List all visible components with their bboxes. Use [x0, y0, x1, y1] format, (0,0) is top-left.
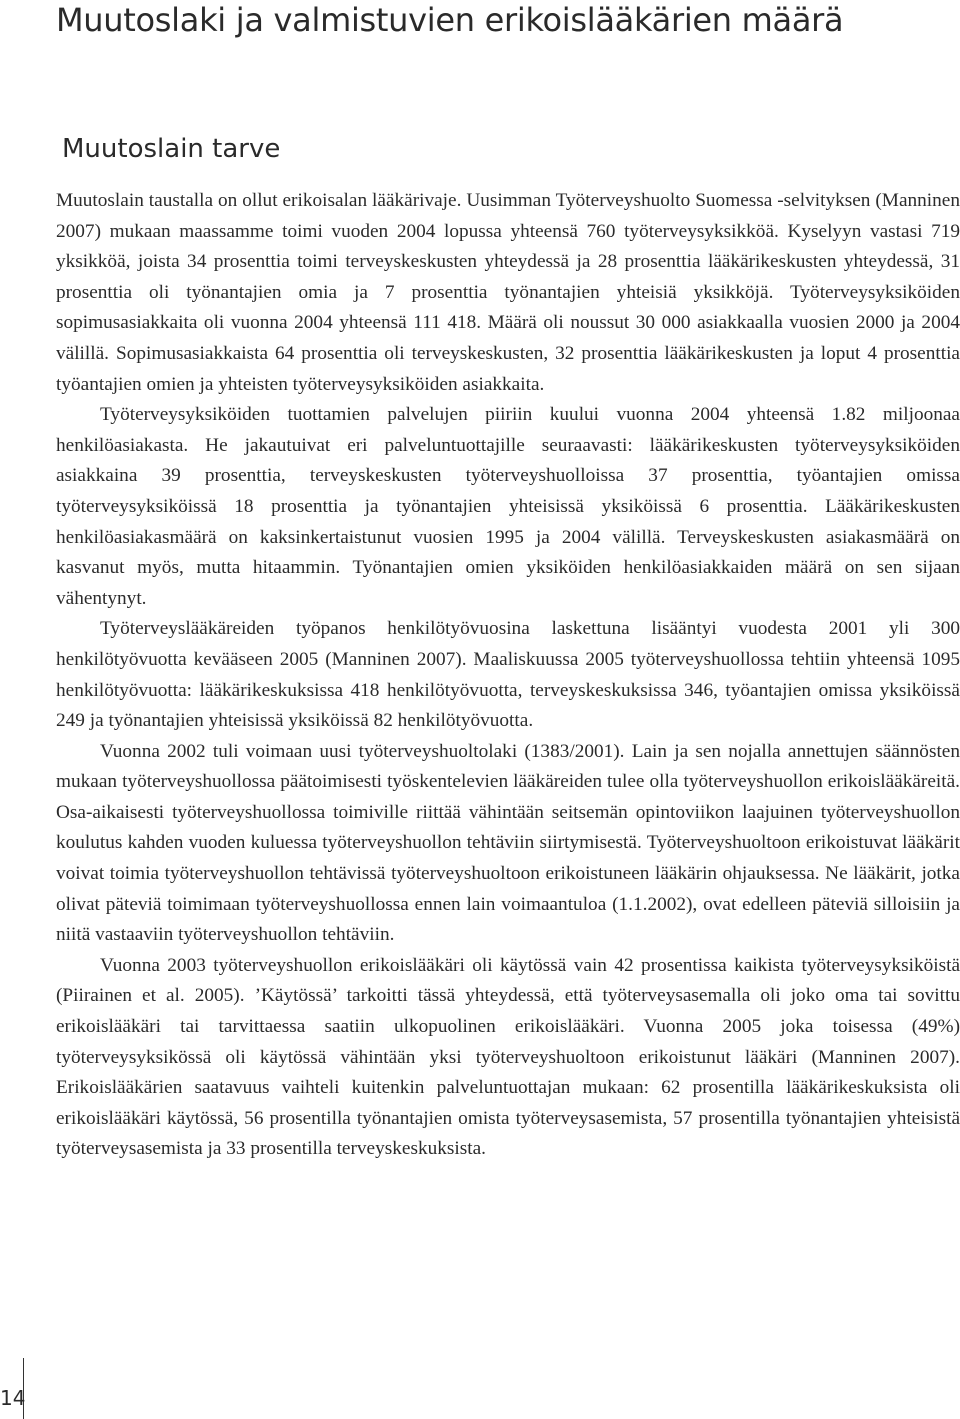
body-text [56, 186, 960, 1165]
paragraph: Vuonna 2003 työterveyshuollon erikoislääkäri oli käytössä vain 42 prosentissa kaikista työterveysyksiköistä (Piirainen et al. 2005). ’Käytössä’ tarkoitti tässä yhteydessä, että työterveysasemalla oli joko oma tai sovittu erikoislääkäri tai tarvittaessa saatiin ulkopuolinen erikoislääkäri. Vuonna 2005 joka toisessa (49%) työterveysyksikössä oli käytössä vähintään yksi työterveyshuoltoon erikoistunut lääkäri (Manninen 2007). Erikoislääkärien saatavuus vaihteli kuitenkin palveluntuottajan mukaan: 62 prosentilla lääkärikeskuksista oli erikoislääkäri käytössä, 56 prosentilla työnantajien omista työterveysasemista, 57 prosentilla työnantajien yhteisistä työterveysasemista ja 33 prosentilla terveyskeskuksista. [56, 954, 960, 1160]
paragraph: Vuonna 2002 tuli voimaan uusi työterveyshuoltolaki (1383/2001). Lain ja sen nojalla annettujen säännösten mukaan työterveyshuollossa päätoimisesti työskentelevien lääkäreiden tulee olla työterveyshuollon erikoislääkäreitä. Osa-aikaisesti työterveyshuollossa toimiville riittää vähintään seitsemän opintoviikon laajuinen työterveyshuollon koulutus kahden vuoden kuluessa työterveyshuollon tehtäviin siirtymisestä. Työterveyshuoltoon erikoistuvat lääkärit voivat toimia työterveyshuollon tehtävissä työterveyshuoltoon erikoistuneen lääkärin ohjauksessa. Ne lääkärit, jotka olivat päteviä toimimaan työterveyshuollossa ennen lain voimaantuloa (1.1.2002), ovat edelleen päteviä silloisiin ja niitä vastaaviin työterveyshuollon tehtäviin. [56, 740, 960, 946]
paragraph: Työterveyslääkäreiden työpanos henkilötyövuosina laskettuna lisääntyi vuodesta 2001 yli 300 henkilötyövuotta kevääseen 2005 (Manninen 2007). Maaliskuussa 2005 työterveyshuollossa tehtiin yhteensä 1095 henkilötyövuotta: lääkärikeskuksissa 418 henkilötyövuotta, terveyskeskuksissa 346, työantajien omissa yksiköissä 249 ja työnantajien yhteisissä yksiköissä 82 henkilötyövuotta. [56, 618, 960, 732]
page-title: Muutoslaki ja valmistuvien erikoislääkärien määrä [56, 1, 844, 39]
page-number: 14 [0, 1386, 26, 1410]
paragraph: Muutoslain taustalla on ollut erikoisalan lääkärivaje. Uusimman Työterveyshuolto Suomessa -selvityksen (Manninen 2007) mukaan maassamme toimi vuoden 2004 lopussa yhteensä 760 työterveysyksikköä. Kyselyyn vastasi 719 yksikköä, joista 34 prosenttia toimi terveyskeskusten yhteydessä ja 28 prosenttia lääkärikeskusten yhteydessä, 31 prosenttia oli työnantajien omia ja 7 prosenttia työnantajien yhteisiä yksikköjä. Työterveysyksiköiden sopimusasiakkaita oli vuonna 2004 yhteensä 111 418. Määrä oli noussut 30 000 asiakkaalla vuosien 2000 ja 2004 välillä. Sopimusasiakkaista 64 prosenttia oli terveyskeskusten, 32 prosenttia lääkärikeskusten ja loput 4 prosenttia työantajien omien ja yhteisten työterveysyksiköiden asiakkaita. [56, 190, 960, 395]
paragraph: Työterveysyksiköiden tuottamien palvelujen piiriin kuului vuonna 2004 yhteensä 1.82 miljoonaa henkilöasiakasta. He jakautuivat eri palveluntuottajille seuraavasti: lääkärikeskusten työterveysyksiköiden asiakkaina 39 prosenttia, terveyskeskusten työterveyshuolloissa 37 prosenttia, työantajien omissa työterveysyksiköissä 18 prosenttia ja työnantajien yhteisissä yksiköissä 6 prosenttia. Lääkärikeskusten henkilöasiakasmäärä on kaksinkertaistunut vuosien 1995 ja 2004 välillä. Terveyskeskusten asiakasmäärä on kasvanut myös, mutta hitaammin. Työnantajien omien yksiköiden henkilöasiakkaiden määrä on sen sijaan vähentynyt. [56, 404, 960, 609]
section-heading: Muutoslain tarve [62, 134, 281, 164]
